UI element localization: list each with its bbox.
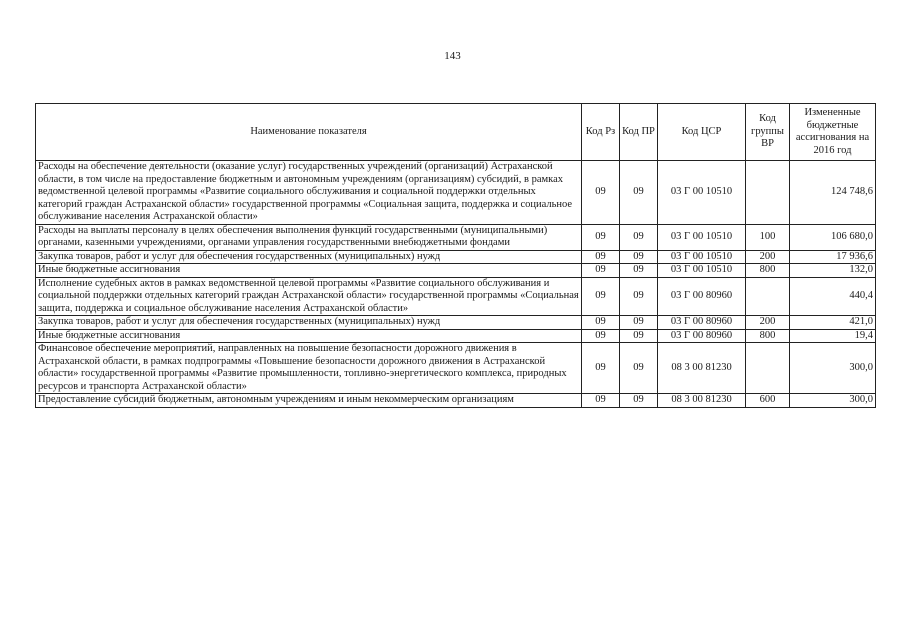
table-row xyxy=(36,343,876,394)
row-pr: 09 xyxy=(620,224,658,250)
table-row xyxy=(36,316,876,330)
header-name: Наименование показателя xyxy=(36,104,582,161)
row-vr xyxy=(746,277,790,316)
header-csr: Код ЦСР xyxy=(658,104,746,161)
table-row xyxy=(36,250,876,264)
budget-table xyxy=(35,103,876,408)
table-row xyxy=(36,394,876,408)
row-amount: 421,0 xyxy=(790,316,876,330)
row-vr: 800 xyxy=(746,264,790,278)
row-vr: 200 xyxy=(746,250,790,264)
row-csr: 08 3 00 81230 xyxy=(658,394,746,408)
row-name: Иные бюджетные ассигнования xyxy=(36,329,582,343)
row-vr xyxy=(746,343,790,394)
row-rz: 09 xyxy=(582,329,620,343)
row-vr: 200 xyxy=(746,316,790,330)
row-amount: 124 748,6 xyxy=(790,161,876,225)
row-pr: 09 xyxy=(620,329,658,343)
row-name: Иные бюджетные ассигнования xyxy=(36,264,582,278)
row-name: Предоставление субсидий бюджетным, автономным учреждениям и иным некоммерческим организациям xyxy=(36,394,582,408)
row-pr: 09 xyxy=(620,161,658,225)
header-vr: Код группы ВР xyxy=(746,104,790,161)
table-row xyxy=(36,264,876,278)
row-csr: 08 3 00 81230 xyxy=(658,343,746,394)
row-pr: 09 xyxy=(620,394,658,408)
row-pr: 09 xyxy=(620,264,658,278)
row-vr: 100 xyxy=(746,224,790,250)
row-amount: 106 680,0 xyxy=(790,224,876,250)
row-amount: 17 936,6 xyxy=(790,250,876,264)
row-vr xyxy=(746,161,790,225)
row-name: Исполнение судебных актов в рамках ведомственной целевой программы «Развитие социального обслуживания и социальной поддержки отдельных категорий граждан Астраханской области» государственной программы «Социальная защита, поддержка и социальное обслуживание населения Астраханской области» xyxy=(36,277,582,316)
row-rz: 09 xyxy=(582,250,620,264)
row-csr: 03 Г 00 80960 xyxy=(658,316,746,330)
row-name: Расходы на обеспечение деятельности (оказание услуг) государственных учреждений (организаций) Астраханской области, в том числе на предоставление бюджетным и автономным учреждениям (организациям) субсидий, в рамках ведомственной целевой программы «Развитие социального обслуживания и социальной поддержки отдельных категорий граждан Астраханской области» государственной программы «Социальная защита, поддержка и социальное обслуживание населения Астраханской области» xyxy=(36,161,582,225)
table-row xyxy=(36,161,876,225)
row-rz: 09 xyxy=(582,224,620,250)
row-amount: 19,4 xyxy=(790,329,876,343)
row-csr: 03 Г 00 80960 xyxy=(658,329,746,343)
row-csr: 03 Г 00 10510 xyxy=(658,250,746,264)
table-row xyxy=(36,329,876,343)
row-amount: 300,0 xyxy=(790,394,876,408)
row-rz: 09 xyxy=(582,394,620,408)
row-vr: 600 xyxy=(746,394,790,408)
row-rz: 09 xyxy=(582,343,620,394)
row-pr: 09 xyxy=(620,316,658,330)
row-rz: 09 xyxy=(582,316,620,330)
row-name: Закупка товаров, работ и услуг для обеспечения государственных (муниципальных) нужд xyxy=(36,250,582,264)
row-name: Расходы на выплаты персоналу в целях обеспечения выполнения функций государственными (муниципальными) органами, казенными учреждениями, органами управления государственными внебюджетными фондами xyxy=(36,224,582,250)
row-rz: 09 xyxy=(582,277,620,316)
row-csr: 03 Г 00 10510 xyxy=(658,161,746,225)
row-vr: 800 xyxy=(746,329,790,343)
table-header-row xyxy=(36,104,876,161)
page-number: 143 xyxy=(444,50,461,62)
row-pr: 09 xyxy=(620,250,658,264)
row-name: Финансовое обеспечение мероприятий, направленных на повышение безопасности дорожного движения в Астраханской области, в рамках подпрограммы «Повышение безопасности дорожного движения в Астраханской области» государственной программы «Развитие промышленности, топливно-энергетического комплекса, природных ресурсов и транспорта Астраханской области» xyxy=(36,343,582,394)
row-pr: 09 xyxy=(620,277,658,316)
row-amount: 132,0 xyxy=(790,264,876,278)
header-pr: Код ПР xyxy=(620,104,658,161)
row-amount: 300,0 xyxy=(790,343,876,394)
row-name: Закупка товаров, работ и услуг для обеспечения государственных (муниципальных) нужд xyxy=(36,316,582,330)
row-csr: 03 Г 00 10510 xyxy=(658,224,746,250)
header-amount: Измененные бюджетные ассигнования на 2016 год xyxy=(790,104,876,161)
row-pr: 09 xyxy=(620,343,658,394)
table-row xyxy=(36,224,876,250)
header-rz: Код Рз xyxy=(582,104,620,161)
row-csr: 03 Г 00 80960 xyxy=(658,277,746,316)
row-csr: 03 Г 00 10510 xyxy=(658,264,746,278)
row-amount: 440,4 xyxy=(790,277,876,316)
table-row xyxy=(36,277,876,316)
row-rz: 09 xyxy=(582,161,620,225)
row-rz: 09 xyxy=(582,264,620,278)
